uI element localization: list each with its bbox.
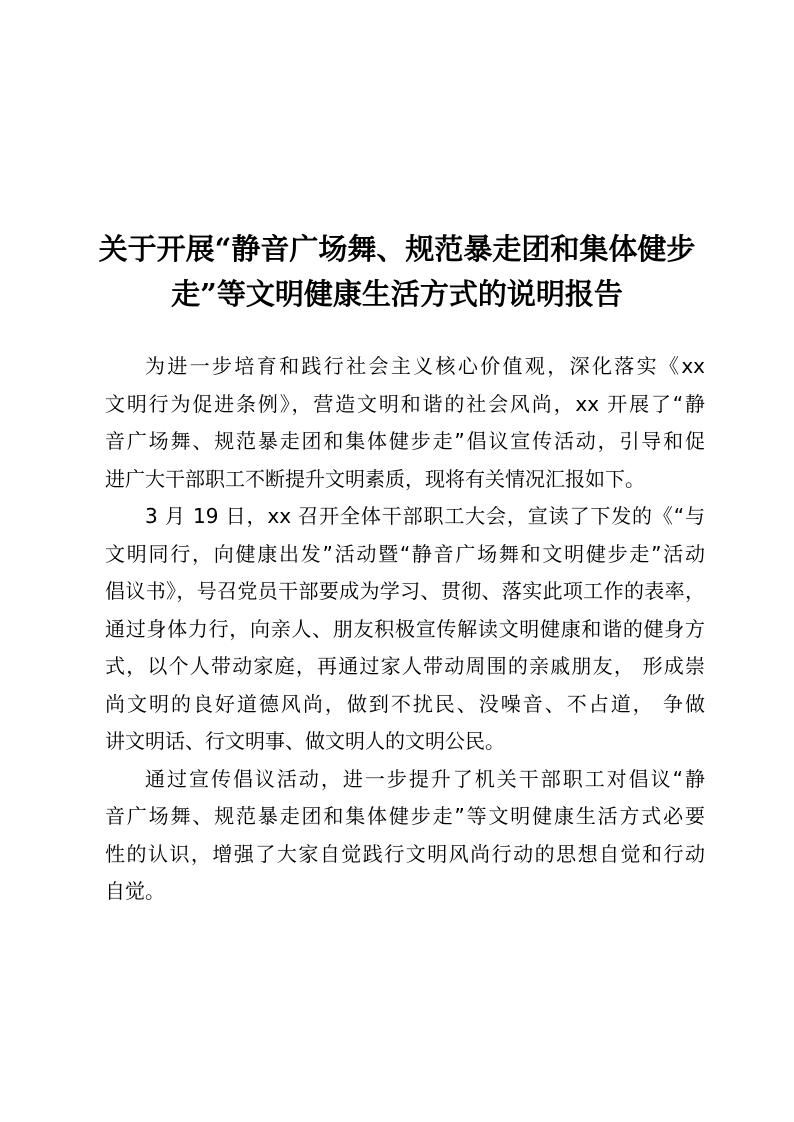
document-body	[105, 348, 705, 911]
paragraph-result	[105, 761, 705, 911]
paragraph-intro	[105, 348, 705, 498]
document-title	[90, 227, 704, 317]
paragraph-line: 讲文明话、行文明事、做文明人的文明公民。	[105, 729, 505, 753]
title-line: 走”等文明健康生活方式的说明报告	[171, 277, 623, 311]
paragraph-line: 通过宣传倡议活动，进一步提升了机关干部职工对倡议“静	[145, 766, 705, 791]
paragraph-line: 3 月 19 日，xx 召开全体干部职工大会，宣读了下发的《“与	[145, 504, 705, 528]
paragraph-line: 为进一步培育和践行社会主义核心价值观，深化落实《xx	[145, 354, 705, 378]
paragraph-line: 进广大干部职工不断提升文明素质，现将有关情况汇报如下。	[105, 466, 645, 491]
paragraph-line: 通过身体力行，向亲人、朋友积极宣传解读文明健康和谐的健身方	[105, 616, 705, 641]
paragraph-line: 文明同行，向健康出发”活动暨“静音广场舞和文明健步走”活动	[105, 541, 705, 566]
paragraph-line: 倡议书》，号召党员干部要成为学习、贯彻、落实此项工作的表率，	[105, 579, 705, 603]
paragraph-line: 自觉。	[105, 879, 165, 903]
title-line: 关于开展“静音广场舞、规范暴走团和集体健步	[98, 232, 696, 266]
paragraph-line: 音广场舞、规范暴走团和集体健步走”等文明健康生活方式必要	[105, 804, 705, 828]
paragraph-line: 文明行为促进条例》，营造文明和谐的社会风尚，xx 开展了“静	[105, 391, 705, 416]
paragraph-line: 性的认识，增强了大家自觉践行文明风尚行动的思想自觉和行动	[105, 841, 705, 866]
paragraph-meeting	[105, 498, 705, 761]
paragraph-line: 音广场舞、规范暴走团和集体健步走”倡议宣传活动，引导和促	[105, 429, 705, 453]
paragraph-line: 尚文明的良好道德风尚，做到不扰民、没噪音、不占道， 争做	[105, 691, 705, 716]
paragraph-line: 式，以个人带动家庭，再通过家人带动周围的亲戚朋友， 形成崇	[105, 654, 705, 678]
